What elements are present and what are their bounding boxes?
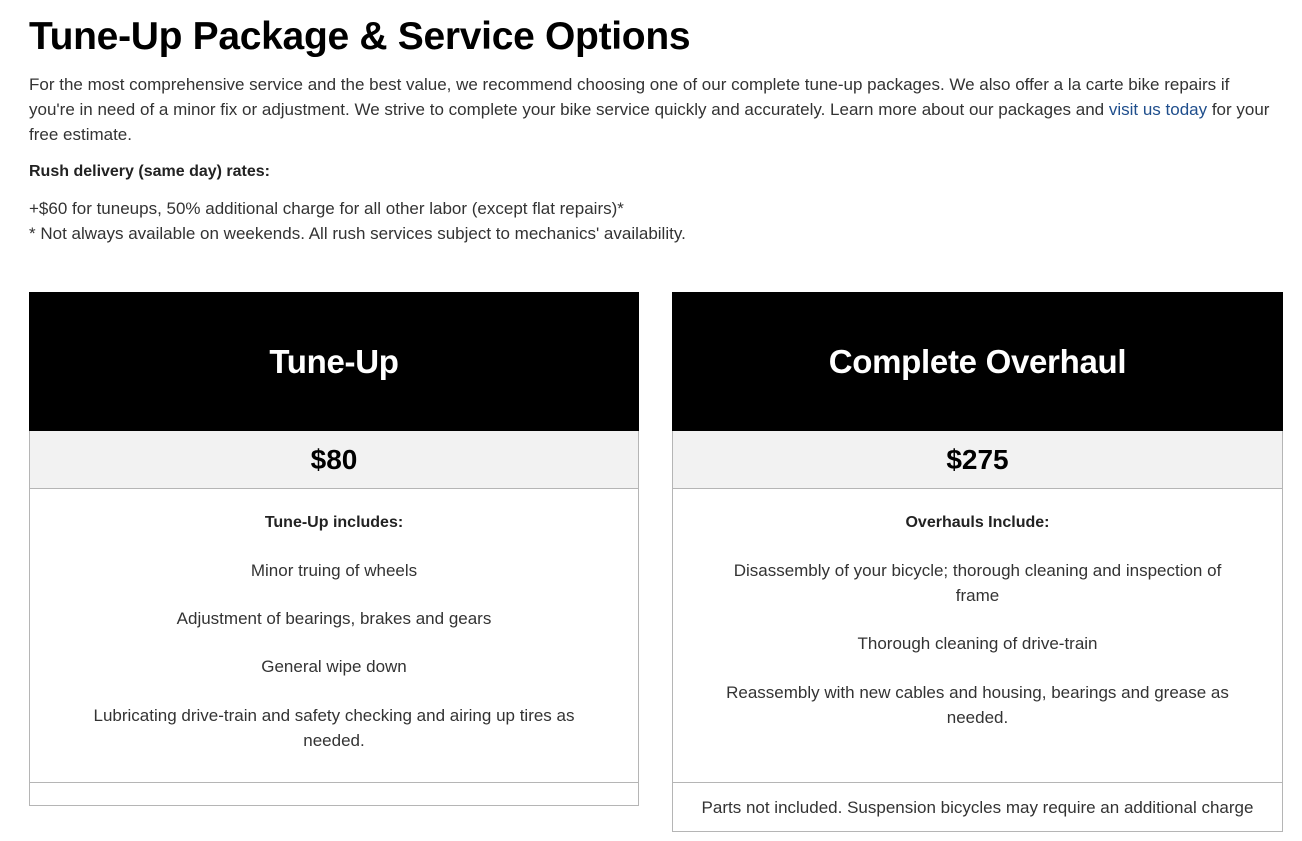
package-card-tuneup	[29, 292, 639, 806]
feature-item: Reassembly with new cables and housing, bearings and grease as needed.	[726, 683, 1229, 727]
feature-item: Minor truing of wheels	[250, 561, 418, 580]
package-footer: Parts not included. Suspension bicycles may require an additional charge	[673, 782, 1282, 820]
package-header	[29, 292, 639, 431]
feature-item: Lubricating drive-train and safety checking and airing up tires as needed.	[93, 706, 575, 750]
rush-rate-line: +$60 for tuneups, 50% additional charge for all other labor (except flat repairs)*	[29, 199, 624, 218]
feature-item: Adjustment of bearings, brakes and gears	[176, 609, 492, 628]
package-price: $80	[30, 431, 638, 489]
package-header	[672, 292, 1283, 431]
package-name: Tune-Up	[269, 342, 399, 380]
includes-heading: Overhauls Include:	[905, 514, 1050, 531]
package-name: Complete Overhaul	[828, 342, 1127, 380]
page-title: Tune-Up Package & Service Options	[29, 15, 691, 58]
feature-item: Disassembly of your bicycle; thorough cleaning and inspection of frame	[733, 561, 1222, 605]
rush-rates	[29, 196, 686, 246]
feature-item: General wipe down	[261, 657, 407, 676]
intro-paragraph	[29, 72, 1279, 147]
visit-us-link[interactable]: visit us today	[1108, 100, 1208, 119]
package-price: $275	[673, 431, 1282, 489]
intro-text: For the most comprehensive service and the best value, we recommend choosing one of our complete tune-up packages. We also offer a la carte bike repairs if you're in need of a minor fix or adjustment. We strive to complete your bike service quickly and accurately. Learn more about our packages and	[29, 75, 1230, 119]
package-card-overhaul	[672, 292, 1283, 832]
includes-heading: Tune-Up includes:	[264, 514, 404, 531]
rush-heading: Rush delivery (same day) rates:	[29, 163, 270, 180]
package-footer	[30, 782, 638, 805]
feature-item: Thorough cleaning of drive-train	[857, 634, 1098, 653]
intro-text-end: for your free estimate.	[29, 100, 1270, 144]
rush-note-line: * Not always available on weekends. All rush services subject to mechanics' availability.	[29, 224, 686, 243]
